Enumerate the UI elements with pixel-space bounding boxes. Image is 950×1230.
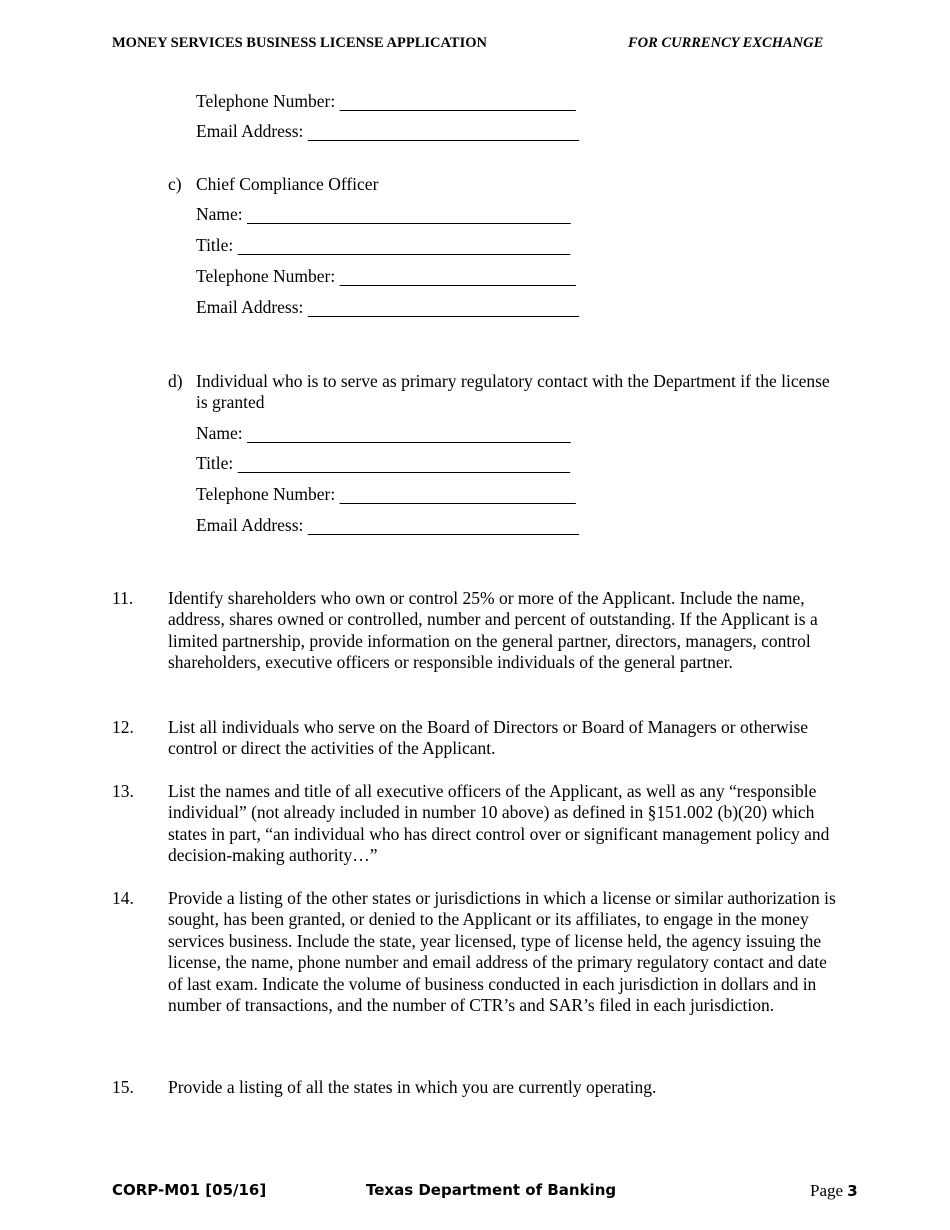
field-label: Name: (196, 423, 243, 443)
telephone-blank[interactable] (340, 266, 576, 286)
item-number-12: 12. (112, 717, 134, 737)
telephone-blank[interactable] (340, 91, 576, 111)
telephone-blank[interactable] (340, 484, 576, 504)
field-label: Title: (196, 235, 234, 255)
field-label: Email Address: (196, 297, 304, 317)
item-text-13: List the names and title of all executive officers of the Applicant, as well as any “responsible individual” (not already included in number 10 above) as defined in §151.002 (b)(20) which states in part, “an individual who has direct control over or significant management policy and decision-making authority…” (168, 781, 830, 866)
section-d-heading: Individual who is to serve as primary regulatory contact with the Department if the license is granted (196, 371, 830, 412)
item-text-12: List all individuals who serve on the Board of Directors or Board of Managers or otherwise control or direct the activities of the Applicant. (168, 717, 809, 759)
footer-form-code: CORP-M01 [05/16] (112, 1181, 267, 1199)
name-blank[interactable] (247, 204, 571, 224)
field-label: Telephone Number: (196, 484, 336, 504)
telephone-field-d[interactable] (196, 484, 576, 505)
section-c-letter: c) (168, 174, 182, 194)
telephone-field-c[interactable] (196, 266, 576, 287)
section-d-letter: d) (168, 371, 183, 391)
title-field-c[interactable] (196, 235, 570, 256)
header-title: MONEY SERVICES BUSINESS LICENSE APPLICATION (112, 35, 487, 51)
name-field-c[interactable] (196, 204, 571, 225)
title-blank[interactable] (238, 453, 571, 473)
item-text-14: Provide a listing of the other states or jurisdictions in which a license or similar authorization is sought, has been granted, or denied to the Applicant or its affiliates, to engage in the money services business. Include the state, year licensed, type of license held, the agency issuing the license, the name, phone number and email address of the primary regulatory contact and date of last exam. Indicate the volume of business conducted in each jurisdiction in dollars and in number of transactions, and the number of CTR’s and SAR’s filed in each jurisdiction. (168, 888, 836, 1016)
item-number-14: 14. (112, 888, 134, 908)
email-blank[interactable] (308, 121, 579, 141)
item-number-13: 13. (112, 781, 134, 801)
footer-agency: Texas Department of Banking (366, 1181, 617, 1199)
telephone-field-b[interactable] (196, 91, 576, 112)
item-text-11: Identify shareholders who own or control 25% or more of the Applicant. Include the name, address, shares owned or controlled, number and percent of outstanding. If the Applicant is a limited partnership, provide information on the general partner, directors, managers, control shareholders, executive officers or responsible individuals of the general partner. (168, 588, 818, 673)
field-label: Title: (196, 453, 234, 473)
page-number: 3 (847, 1182, 858, 1200)
email-field-c[interactable] (196, 297, 579, 318)
email-blank[interactable] (308, 297, 579, 317)
title-field-d[interactable] (196, 453, 570, 474)
title-blank[interactable] (238, 235, 571, 255)
email-field-d[interactable] (196, 515, 579, 536)
email-blank[interactable] (308, 515, 579, 535)
item-text-15: Provide a listing of all the states in which you are currently operating. (168, 1077, 657, 1097)
item-number-15: 15. (112, 1077, 134, 1097)
name-field-d[interactable] (196, 423, 571, 444)
field-label: Telephone Number: (196, 266, 336, 286)
field-label: Email Address: (196, 121, 304, 141)
name-blank[interactable] (247, 423, 571, 443)
field-label: Name: (196, 204, 243, 224)
email-field-b[interactable] (196, 121, 579, 142)
header-subtitle: FOR CURRENCY EXCHANGE (628, 35, 824, 51)
page-label: Page (810, 1181, 844, 1200)
field-label: Telephone Number: (196, 91, 336, 111)
field-label: Email Address: (196, 515, 304, 535)
section-c-heading: Chief Compliance Officer (196, 174, 379, 194)
footer-page (810, 1181, 858, 1201)
item-number-11: 11. (112, 588, 134, 608)
